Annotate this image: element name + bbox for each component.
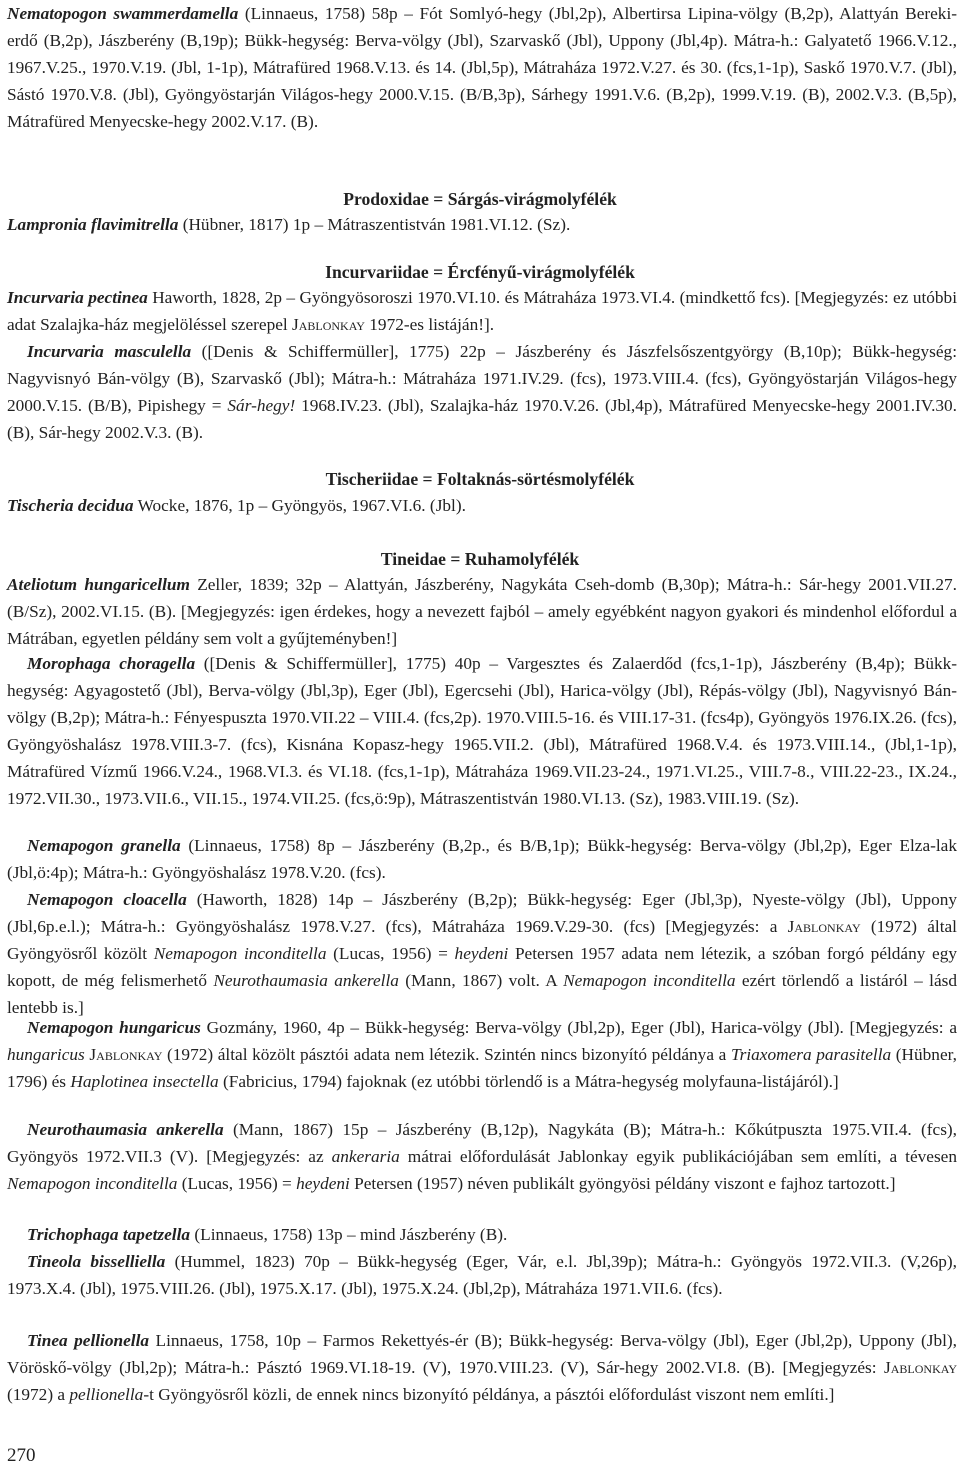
italic-term: heydeni xyxy=(296,1174,350,1193)
species-entry xyxy=(7,1014,957,1095)
entry-text: Wocke, 1876, 1p – Gyöngyös, 1967.VI.6. (Jbl). xyxy=(133,496,466,515)
author-name: Jablonkay xyxy=(89,1045,163,1064)
species-name: Incurvaria masculella xyxy=(27,342,192,361)
entry-text: (1972) által közölt pásztói adata nem létezik. Szintén nincs bizonyító példánya a xyxy=(162,1045,731,1064)
entry-text: (Mann, 1867) volt. A xyxy=(398,971,564,990)
entry-text: (Hummel, 1823) 70p – Bükk-hegység (Eger, Vár, e.l. Jbl,39p); Mátra-h.: Gyöngyös 1972.VII.3. (V,26p), 1973.X.4. (Jbl), 1975.VIII.26. (Jbl), 1975.X.17. (Jbl), 1975.X.24. (Jbl,2p), Mátraháza 1971.VII.6. (fcs). xyxy=(7,1252,957,1298)
species-entry xyxy=(7,211,957,238)
entry-text: Linnaeus, 1758, 10p – Farmos Rekettyés-ér (B); Bükk-hegység: Berva-völgy (Jbl), Eger (Jbl,2p), Uppony (Jbl), Vöröskő-völgy (Jbl,2p); Mátra-h.: Pásztó 1969.VI.18-19. (V), 1970.VIII.23. (V), Sár-hegy 2002.VI.8. (B). [Megjegyzés: xyxy=(7,1331,957,1377)
entry-text: Zeller, 1839; 32p – Alattyán, Jászberény, Nagykáta Cseh-domb (B,30p); Mátra-h.: Sár-hegy 2001.VII.27. (B/Sz), 2002.VI.15. (B). [Megjegyzés: igen érdekes, hogy a nevezett fajból – amely egyébként nagyon gyakori és mindenhol előfordul a Mátrában, egyetlen példány sem volt a gyűjteményben!] xyxy=(7,575,957,648)
family-heading: Tineidae = Ruhamolyfélék xyxy=(380,549,580,569)
italic-term: heydeni xyxy=(454,944,509,963)
entry-text: (Linnaeus, 1758) 13p – mind Jászberény (B). xyxy=(190,1225,508,1244)
entry-text: (Linnaeus, 1758) 8p – Jászberény (B,2p., és B/B,1p); Bükk-hegység: Berva-völgy (Jbl,2p), Eger Elza-lak (Jbl,ö:4p); Mátra-h.: Gyöngyöshalász 1978.V.20. (fcs). xyxy=(7,836,957,882)
species-entry xyxy=(7,832,957,886)
species-name: Tineola bisselliella xyxy=(27,1252,166,1271)
species-name: Neurothaumasia ankerella xyxy=(27,1120,224,1139)
entry-text: ([Denis & Schiffermüller], 1775) 22p – Jászberény és Jászfelsőszentgyörgy (B,10p); Bükk-hegység: Nagyvisnyó Bán-völgy (B), Szarvaskő (Jbl); Mátra-h.: Mátraháza 1971.IV.29. (fcs), 1973.VIII.4. (fcs), Gyöngyöstarján Világos-hegy 2000.V.15. (B/B), Pipishegy = xyxy=(7,342,958,415)
species-entry xyxy=(7,1221,957,1248)
italic-term: Triaxomera parasitella xyxy=(730,1045,892,1064)
italic-term: Sár-hegy! xyxy=(227,396,296,415)
species-name: Lampronia flavimitrella xyxy=(7,215,179,234)
entry-text: (Lucas, 1956) = xyxy=(326,944,455,963)
entry-text: (1972) által Gyöngyösről közölt xyxy=(7,917,957,963)
entry-text: Petersen (1957) néven publikált gyöngyösi példány viszont e fajhoz tartozott.] xyxy=(349,1174,896,1193)
species-name: Morophaga choragella xyxy=(27,654,196,673)
italic-term: hungaricus xyxy=(7,1045,85,1064)
entry-text: 1972-es listáján!]. xyxy=(364,315,495,334)
entry-text: (Lucas, 1956) = xyxy=(177,1174,297,1193)
species-name: Trichophaga tapetzella xyxy=(27,1225,191,1244)
species-entry xyxy=(7,338,957,446)
entry-text: 1968.IV.23. (Jbl), Szalajka-ház 1970.V.26. (Jbl,4p), Mátrafüred Menyecske-hegy 2001.IV.30. (B), Sár-hegy 2002.V.3. (B). xyxy=(7,396,957,442)
entry-text: (Haworth, 1828) 14p – Jászberény (B,2p); Bükk-hegység: Eger (Jbl,3p), Nyeste-völgy (Jbl), Uppony (Jbl,6p.e.l.); Mátra-h.: Gyöngyöshalász 1978.V.27. (fcs), Mátraháza 1969.V.29-30. (fcs) [Megjegyzés: a xyxy=(7,890,957,936)
entry-text: (Linnaeus, 1758) 58p – Fót Somlyó-hegy (Jbl,2p), Albertirsa Lipina-völgy (B,2p), Alattyán Bereki-erdő (B,2p), Jászberény (B,19p); Bükk-hegység: Berva-völgy (Jbl), Szarvaskő (Jbl), Uppony (Jbl,4p). Mátra-h.: Galyatető 1966.V.12., 1967.V.25., 1970.V.19. (Jbl, 1-1p), Mátrafüred 1968.V.13. és 14. (Jbl,5p), Mátraháza 1972.V.27. és 30. (fcs,1-1p), Saskő 1970.V.7. (Jbl), Sástó 1970.V.8. (Jbl), Gyöngyöstarján Világos-hegy 2000.V.15. (B/B,3p), Sárhegy 1991.V.6. (B,2p), 1999.V.19. (B), 2002.V.3. (B,5p), Mátrafüred Menyecske-hegy 2002.V.17. (B). xyxy=(7,4,958,131)
species-entry xyxy=(7,571,957,652)
species-name: Nematopogon swammerdamella xyxy=(7,4,239,23)
author-name: Jablonkay xyxy=(787,917,861,936)
species-name: Tinea pellionella xyxy=(27,1331,150,1350)
species-name: Nemapogon granella xyxy=(27,836,181,855)
entry-text: Petersen 1957 adata nem létezik, a szóban forgó példány egy kopott, de még felismerhető xyxy=(7,944,957,990)
page-number: 270 xyxy=(7,1445,36,1466)
species-entry xyxy=(7,0,957,135)
italic-term: pellionella xyxy=(69,1385,144,1404)
entry-text: mátrai előfordulását Jablonkay egyik publikációjában sem említi, a tévesen xyxy=(399,1147,957,1166)
species-name: Nemapogon cloacella xyxy=(27,890,187,909)
author-name: Jablonkay xyxy=(292,315,365,334)
species-entry xyxy=(7,1116,957,1197)
family-heading: Tischeriidae = Foltaknás-sörtésmolyfélék xyxy=(325,469,635,489)
species-entry xyxy=(7,650,957,812)
italic-term: Haplotinea insectella xyxy=(70,1072,219,1091)
entry-text: (1972) a xyxy=(7,1385,70,1404)
italic-term: Nemapogon inconditella xyxy=(7,1174,178,1193)
species-entry xyxy=(7,886,957,1021)
italic-term: Nemapogon inconditella xyxy=(563,971,736,990)
entry-text: (Hübner, 1817) 1p – Mátraszentistván 1981.VI.12. (Sz). xyxy=(178,215,571,234)
species-name: Ateliotum hungaricellum xyxy=(7,575,190,594)
italic-term: Nemapogon inconditella xyxy=(153,944,327,963)
entry-text: (Fabricius, 1794) fajoknak (ez utóbbi törlendő is a Mátra-hegység molyfauna-listájáról).] xyxy=(218,1072,839,1091)
species-entry xyxy=(7,1327,957,1408)
entry-text: (Hübner, 1796) és xyxy=(7,1045,957,1091)
species-name: Incurvaria pectinea xyxy=(7,288,148,307)
italic-term: ankeraria xyxy=(331,1147,400,1166)
species-entry xyxy=(7,1248,957,1302)
entry-text: Haworth, 1828, 2p – Gyöngyösoroszi 1970.VI.10. és Mátraháza 1973.VI.4. (mindkettő fcs). [Megjegyzés: ez utóbbi adat Szalajka-ház megjelöléssel szerepel xyxy=(7,288,957,334)
entry-text: -t Gyöngyösről közli, de ennek nincs bizonyító példánya, a pásztói előfordulást viszont nem említi.] xyxy=(143,1385,835,1404)
species-entry xyxy=(7,492,957,519)
author-name: Jablonkay xyxy=(884,1358,957,1377)
italic-term: Neurothaumasia ankerella xyxy=(213,971,399,990)
entry-text: (Mann, 1867) 15p – Jászberény (B,12p), Nagykáta (B); Mátra-h.: Kőkútpuszta 1975.VII.4. (fcs), Gyöngyös 1972.VII.3 (V). [Megjegyzés: az xyxy=(7,1120,957,1166)
family-heading: Incurvariidae = Ércfényű-virágmolyfélék xyxy=(325,262,635,282)
species-entry xyxy=(7,284,957,338)
species-name: Nemapogon hungaricus xyxy=(27,1018,201,1037)
entry-text: ezért törlendő a listáról – lásd lentebb is.] xyxy=(7,971,957,1017)
entry-text: Gozmány, 1960, 4p – Bükk-hegység: Berva-völgy (Jbl,2p), Eger (Jbl), Harica-völgy (Jbl). [Megjegyzés: a xyxy=(200,1018,958,1037)
species-name: Tischeria decidua xyxy=(7,496,134,515)
family-heading: Prodoxidae = Sárgás-virágmolyfélék xyxy=(343,189,617,209)
entry-text: ([Denis & Schiffermüller], 1775) 40p – Vargesztes és Zalaerdőd (fcs,1-1p), Jászberény (B,4p); Bükk-hegység: Agyagostető (Jbl), Berva-völgy (Jbl,3p), Eger (Jbl), Egercsehi (Jbl), Harica-völgy (Jbl), Répás-völgy (Jbl), Nagyvisnyó Bán-völgy (B,2p); Mátra-h.: Fényespuszta 1970.VII.22 – VIII.4. (fcs,2p). 1970.VIII.5-16. és VIII.17-31. (fcs4p), Gyöngyös 1976.IX.26. (fcs), Gyöngyöshalász 1978.VIII.3-7. (fcs), Kisnána Kopasz-hegy 1965.VII.2. (Jbl), Mátrafüred 1968.V.4. és 1973.VIII.14., (Jbl,1-1p), Mátrafüred Vízmű 1966.V.24., 1968.VI.3. és VI.18. (fcs,1-1p), Mátraháza 1969.VII.23-24., 1971.VI.25., VIII.7-8., VIII.22-23., IX.24., 1972.VII.30., 1973.VII.6., VII.15., 1974.VII.25. (fcs,ö:9p), Mátraszentistván 1980.VI.13. (Sz), 1983.VIII.19. (Sz). xyxy=(7,654,957,808)
